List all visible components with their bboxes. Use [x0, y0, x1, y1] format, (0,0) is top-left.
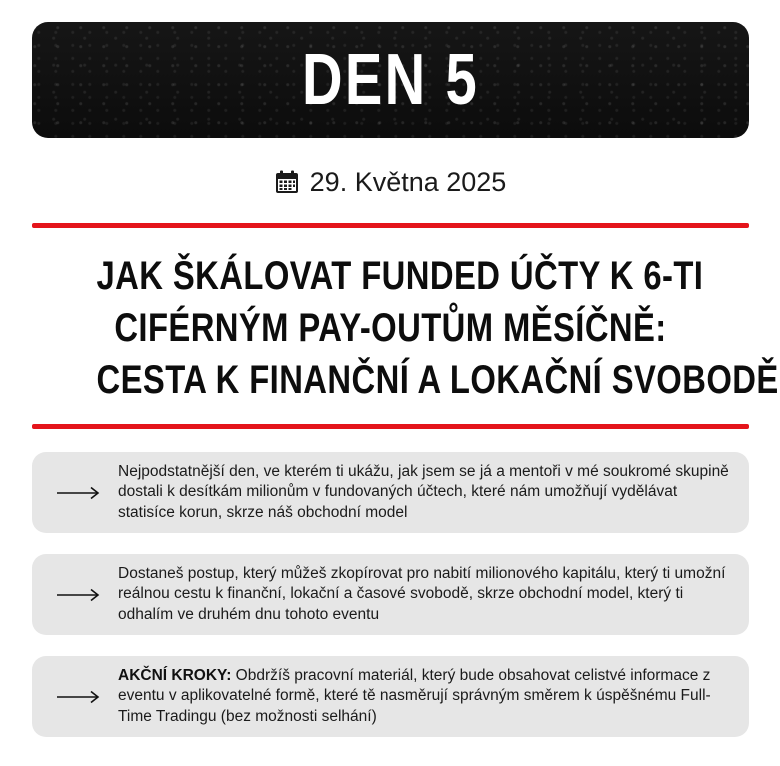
action-steps-label: AKČNÍ KROKY:: [118, 666, 232, 684]
event-date: 29. Května 2025: [309, 166, 507, 197]
list-item-text: [118, 462, 729, 524]
divider-bottom: [32, 424, 749, 429]
list-item-text: [118, 666, 729, 728]
list-item: [32, 452, 749, 533]
divider-top: [32, 223, 749, 228]
list-item: [32, 554, 749, 635]
list-item-body: Dostaneš postup, který můžeš zkopírovat pro nabití milionového kapitálu, který ti umožní reálnou cestu k finanční, lokační a časové svobodě, skrze obchodní model, který ti odhalím ve druhém dnu tohoto eventu: [118, 564, 726, 623]
day-banner: [32, 22, 749, 138]
calendar-icon: [274, 169, 300, 195]
list-item-text: [118, 564, 729, 626]
arrow-right-icon: [56, 588, 100, 602]
arrow-right-icon: [56, 690, 100, 704]
date-row: [0, 164, 780, 200]
arrow-right-icon: [56, 486, 100, 500]
headline-line-3: CESTA K FINANČNÍ A LOKAČNÍ SVOBODĚ: [96, 358, 779, 402]
list-item-body: Nejpodstatnější den, ve kterém ti ukážu, jak jsem se já a mentoři v mé soukromé skupině dostali k desítkám milionům v fundovaných účtech, které nám umožňují vydělávat statisíce korun, skrze náš obchodní model: [118, 462, 729, 521]
list-item-body: Obdržíš pracovní materiál, který bude obsahovat celistvé informace z eventu v aplikovatelné formě, které tě nasměrují správným směrem k úspěšnému Full-Time Tradingu (bez možnosti selhání): [118, 666, 711, 725]
headline-line-2: CIFÉRNÝM PAY-OUTŮM MĚSÍČNĚ:: [114, 306, 667, 350]
day-title: DEN 5: [301, 40, 480, 120]
headline: [32, 250, 779, 406]
list-item: [32, 656, 749, 737]
headline-line-1: JAK ŠKÁLOVAT FUNDED ÚČTY K 6-TI: [96, 254, 704, 298]
